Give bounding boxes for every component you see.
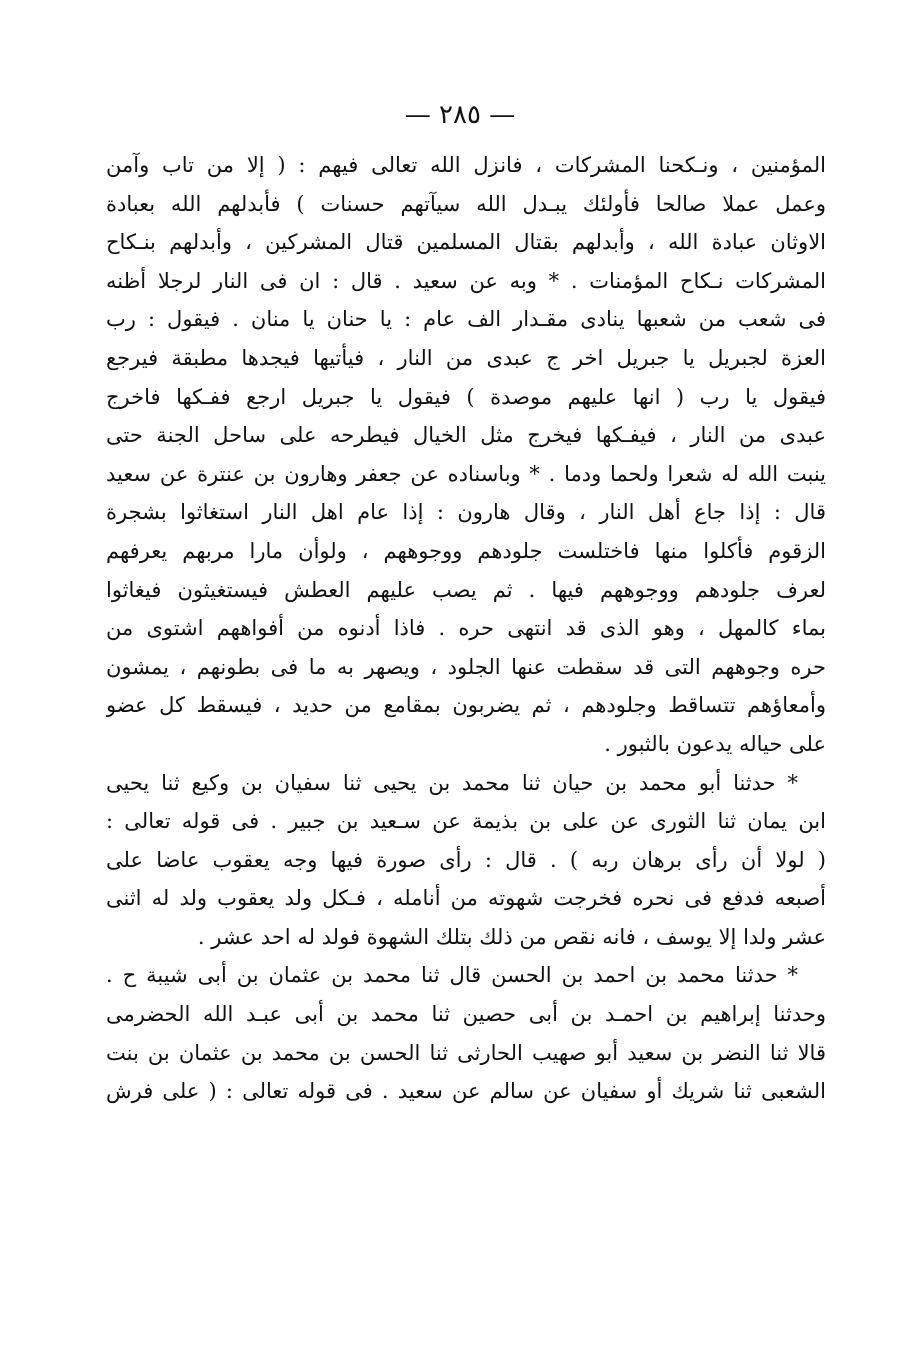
text-line: وأمعاؤهم تتساقط وجلودهم ، ثم يضربون بمقامع من حديد ، فيسقط كل عضو xyxy=(106,693,826,718)
text-line: على حياله يدعون بالثبور . xyxy=(604,731,826,756)
text-line: المشركات نـكاح المؤمنات . * وبه عن سعيد . قال : ان فى النار لرجلا أظنه xyxy=(106,268,826,293)
text-line: * حدثنا أبو محمد بن حيان ثنا محمد بن يحيى ثنا سفيان بن وكيع ثنا يحيى xyxy=(106,770,798,795)
text-line: وعمل عملا صالحا فأولئك يبـدل الله سيآتهم حسنات ) فأبدلهم الله بعبادة xyxy=(106,191,826,216)
page-text xyxy=(106,146,826,1111)
text-line: ينبت الله له شعرا ولحما ودما . * وباسناده عن جعفر وهارون بن عنترة عن سعيد xyxy=(106,461,826,486)
text-line: فيقول يا رب ( انها عليهم موصدة ) فيقول يا جبريل ارجع ففـكها فاخرج xyxy=(106,384,826,409)
text-line: الاوثان عبادة الله ، وأبدلهم بقتال المسلمين قتال المشركين ، وأبدلهم بنـكاح xyxy=(106,230,826,255)
text-line: المؤمنين ، ونـكحنا المشركات ، فانزل الله تعالى فيهم : ( إلا من تاب وآمن xyxy=(106,153,826,177)
text-line: لعرف جلودهم ووجوههم فيها . ثم يصب عليهم العطش فيستغيثون فيغاثوا xyxy=(106,577,826,602)
text-line: حره وجوههم التى قد سقطت عنها الجلود ، ويصهر به ما فى بطونهم ، يمشون xyxy=(106,654,826,679)
text-line: الزقوم فأكلوا منها فاختلست جلودهم ووجوههم ، ولوأن مارا مربهم يعرفهم xyxy=(106,538,826,563)
text-line: وحدثنا إبراهيم بن احمـد بن أبى حصين ثنا محمد بن أبى عبـد الله الحضرمى xyxy=(106,1002,826,1027)
text-line: الشعبى ثنا شريك أو سفيان عن سالم عن سعيد . فى قوله تعالى : ( على فرش xyxy=(106,1079,826,1104)
text-line: بماء كالمهل ، وهو الذى قد انتهى حره . فاذا أدنوه من أفواههم اشتوى من xyxy=(106,616,826,641)
text-line: أصبعه فدفع فى نحره فخرجت شهوته من أنامله ، فـكل ولد يعقوب ولد له اثنى xyxy=(106,886,826,911)
text-line: فى شعب من شعبها ينادى مقـدار الف عام : يا حنان يا منان . فيقول : رب xyxy=(106,307,826,332)
text-line: * حدثنا محمد بن احمد بن الحسن قال ثنا محمد بن عثمان بن أبى شيبة ح . xyxy=(106,963,798,988)
page-number: — ٢٨٥ — xyxy=(404,100,516,130)
text-line: عبدى من النار ، فيفـكها فيخرج مثل الخيال فيطرحه على ساحل الجنة حتى xyxy=(106,423,826,448)
text-line: قال : إذا جاع أهل النار ، وقال هارون : إذا عام اهل النار استغاثوا بشجرة xyxy=(106,500,826,525)
text-line: العزة لجبريل يا جبريل اخر ج عبدى من النار ، فيأتيها فيجدها مطبقة فيرجع xyxy=(106,345,826,370)
text-line: عشر ولدا إلا يوسف ، فانه نقص من ذلك بتلك الشهوة فولد له احد عشر . xyxy=(197,924,826,949)
text-line: قالا ثنا النضر بن سعيد أبو صهيب الحارثى ثنا الحسن بن محمد بن عثمان بن بنت xyxy=(106,1040,826,1065)
text-line: ابن يمان ثنا الثورى عن على بن بذيمة عن سـعيد بن جبير . فى قوله تعالى : xyxy=(106,809,826,834)
text-line: ( لولا أن رأى برهان ربه ) . قال : رأى صورة فيها وجه يعقوب عاضا على xyxy=(106,847,826,872)
